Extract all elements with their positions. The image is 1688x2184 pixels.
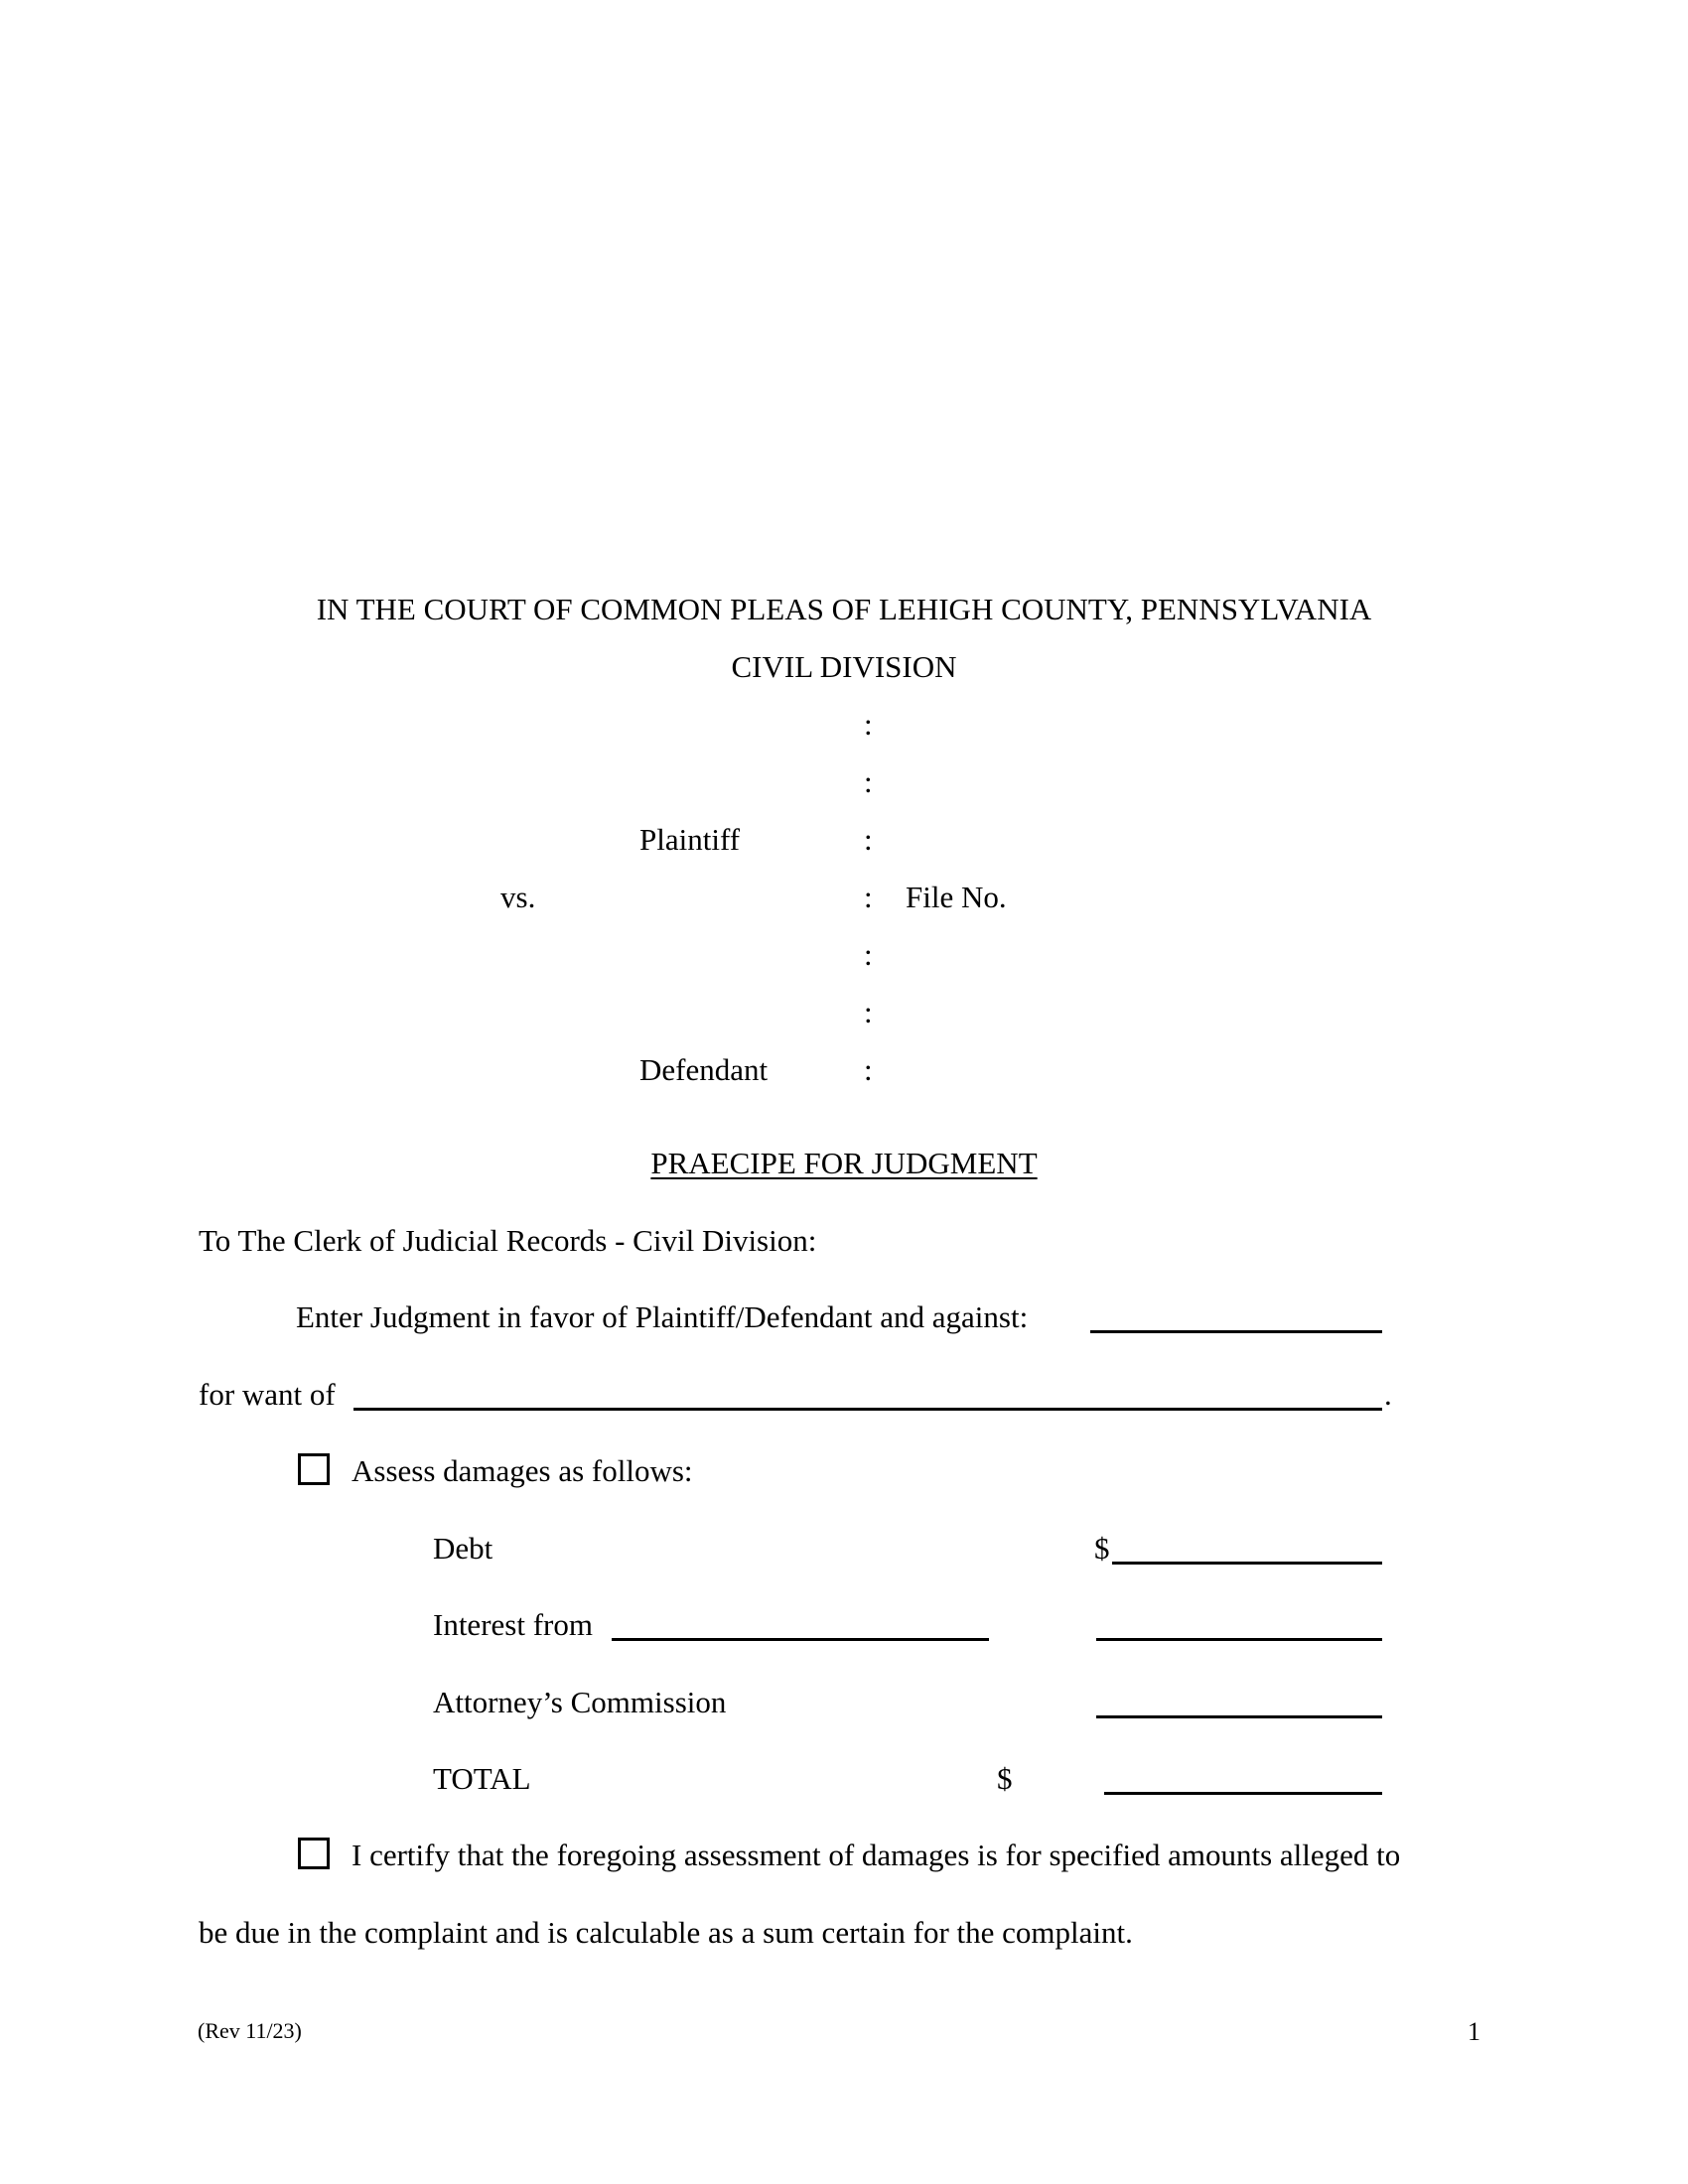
interest-label: Interest from — [433, 1607, 593, 1642]
total-label: TOTAL — [433, 1761, 531, 1796]
total-dollar-sign: $ — [997, 1761, 1013, 1796]
caption-colon: : — [864, 880, 873, 914]
document-title: PRAECIPE FOR JUDGMENT — [650, 1146, 1038, 1180]
defendant-label: Defendant — [639, 1052, 769, 1087]
debt-dollar-sign: $ — [1094, 1531, 1110, 1566]
certify-text-line-2: be due in the complaint and is calculable as a sum certain for the complaint. — [199, 1915, 1133, 1950]
interest-amount-blank[interactable] — [1096, 1638, 1382, 1641]
file-no-label: File No. — [906, 880, 1007, 914]
period: . — [1384, 1377, 1392, 1412]
caption-colon: : — [864, 1052, 873, 1087]
certify-text-line-1: I certify that the foregoing assessment of damages is for specified amounts alleged to — [352, 1838, 1401, 1872]
interest-from-blank[interactable] — [612, 1638, 989, 1641]
against-party-blank[interactable] — [1090, 1330, 1382, 1333]
division-heading: CIVIL DIVISION — [731, 649, 957, 684]
caption-colon: : — [864, 707, 873, 742]
caption-colon: : — [864, 764, 873, 799]
caption-colon: : — [864, 822, 873, 857]
caption-colon: : — [864, 995, 873, 1029]
assess-damages-label: Assess damages as follows: — [352, 1453, 693, 1488]
debt-amount-blank[interactable] — [1112, 1562, 1382, 1565]
court-heading: IN THE COURT OF COMMON PLEAS OF LEHIGH COUNTY, PENNSYLVANIA — [316, 592, 1372, 626]
debt-label: Debt — [433, 1531, 493, 1566]
revision-label: (Rev 11/23) — [198, 2018, 302, 2043]
plaintiff-label: Plaintiff — [639, 822, 741, 857]
assess-damages-checkbox[interactable] — [298, 1453, 330, 1485]
for-want-of-blank[interactable] — [353, 1408, 1382, 1411]
salutation: To The Clerk of Judicial Records - Civil Division: — [199, 1223, 817, 1258]
total-amount-blank[interactable] — [1104, 1792, 1382, 1795]
commission-amount-blank[interactable] — [1096, 1715, 1382, 1718]
page-number: 1 — [1468, 2017, 1480, 2046]
for-want-of-text: for want of — [199, 1377, 336, 1412]
certify-checkbox[interactable] — [298, 1838, 330, 1869]
enter-judgment-text: Enter Judgment in favor of Plaintiff/Defendant and against: — [296, 1299, 1029, 1334]
vs-label: vs. — [500, 880, 536, 914]
caption-colon: : — [864, 937, 873, 972]
commission-label: Attorney’s Commission — [433, 1685, 727, 1719]
